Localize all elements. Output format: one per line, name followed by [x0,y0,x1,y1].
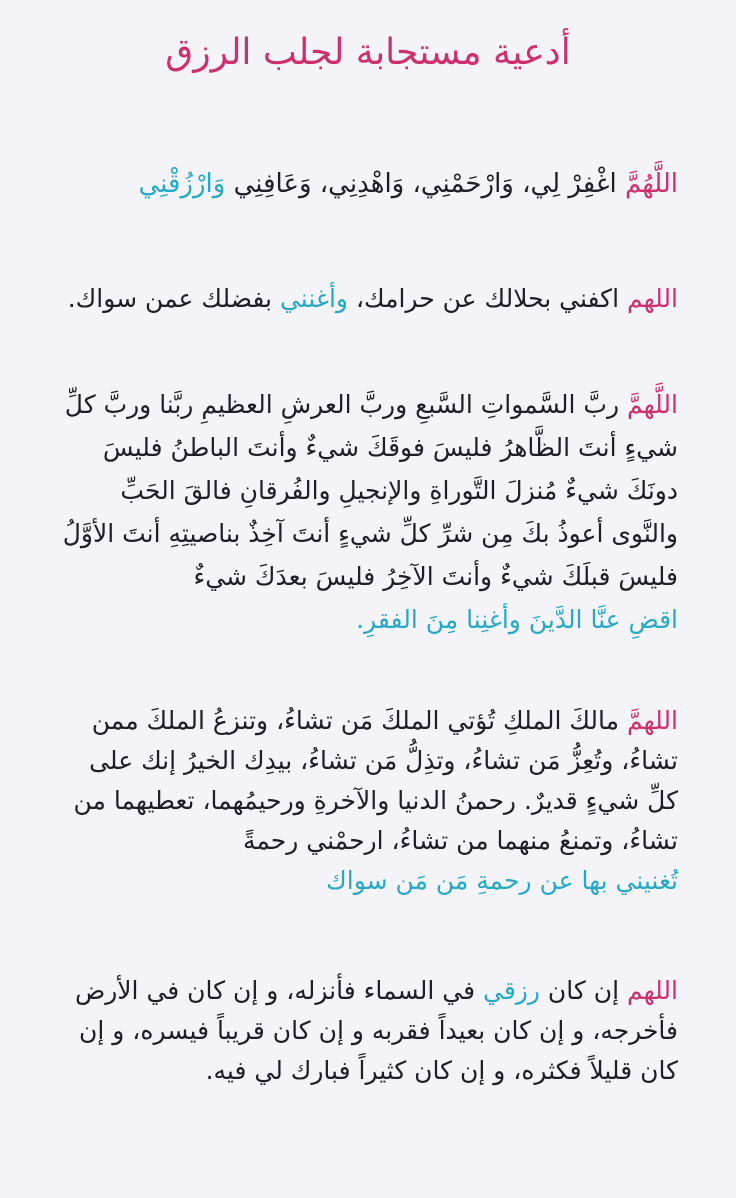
duaa-paragraph-3 [58,383,678,641]
duaa-paragraph-4 [58,701,678,901]
duaa-5-opening: اللهم [626,976,678,1005]
duaa-2-highlight: وأغنني [279,284,348,313]
page-title: أدعية مستجابة لجلب الرزق [165,32,571,73]
duaa-2-body-a: اكفني بحلالك عن حرامك، [348,284,627,313]
duaa-4-opening: اللهمَّ [626,706,678,735]
duaa-paragraph-1 [58,164,678,204]
duaa-paragraph-2 [58,279,678,319]
duaa-1-opening: اللَّهُمَّ [624,169,678,199]
duaa-1-body: اغْفِرْ لِي، وَارْحَمْنِي، وَاهْدِنِي، وَعَافِنِي [233,169,625,199]
duaa-1-highlight: وَارْزُقْنِي [138,169,226,199]
duaa-5-body-a: إن كان [539,976,627,1005]
duaa-2-body-b: بفضلك عمن سواك. [67,284,280,313]
duaa-5-body-b: في السماء فأنزله، و إن كان في الأرض فأخرجه، و إن كان بعيداً فقربه و إن كان قريباً فيسره، و إن كان قليلاً فكثره، و إن كان كثيراً فبارك لي فيه. [75,976,678,1085]
duaa-5-highlight: رزقي [483,976,540,1005]
duaa-2-opening: اللهم [626,284,678,313]
duaa-3-body: ربَّ السَّمواتِ السَّبعِ وربَّ العرشِ العظيمِ ربَّنا وربَّ كلِّ شيءٍ أنتَ الظَّاهرُ فليسَ فوقَكَ شيءٌ وأنتَ الباطنُ فليسَ دونَكَ شيءٌ مُنزلَ التَّوراةِ والإنجيلِ والفُرقانِ فالقَ الحَبِّ والنَّوى أعوذُ بكَ مِن شرِّ كلِّ شيءٍ أنتَ آخِذٌ بناصيتِهِ أنتَ الأوَّلُ فليسَ قبلَكَ شيءٌ وأنتَ الآخِرُ فليسَ بعدَكَ شيءٌ [62,390,678,591]
duaa-4-body: مالكَ الملكِ تُؤتي الملكَ مَن تشاءُ، وتنزعُ الملكَ ممن تشاءُ، وتُعِزُّ مَن تشاءُ، وتذِلُّ مَن تشاءُ، بيدِك الخيرُ إنك على كلِّ شيءٍ قديرٌ. رحمنُ الدنيا والآخرةِ ورحيمُهما، تعطيهما من تشاءُ، وتمنعُ منهما من تشاءُ، ارحمْني رحمةً [73,706,678,855]
duaa-4-highlight: تُغنيني بها عن رحمةِ مَن مَن سواك [326,866,678,895]
duaa-paragraph-5 [58,971,678,1091]
duaa-3-highlight: اقضِ عنَّا الدَّينَ وأغنِنا مِنَ الفقرِ. [356,605,678,634]
duaa-3-opening: اللَّهمَّ [626,390,678,419]
